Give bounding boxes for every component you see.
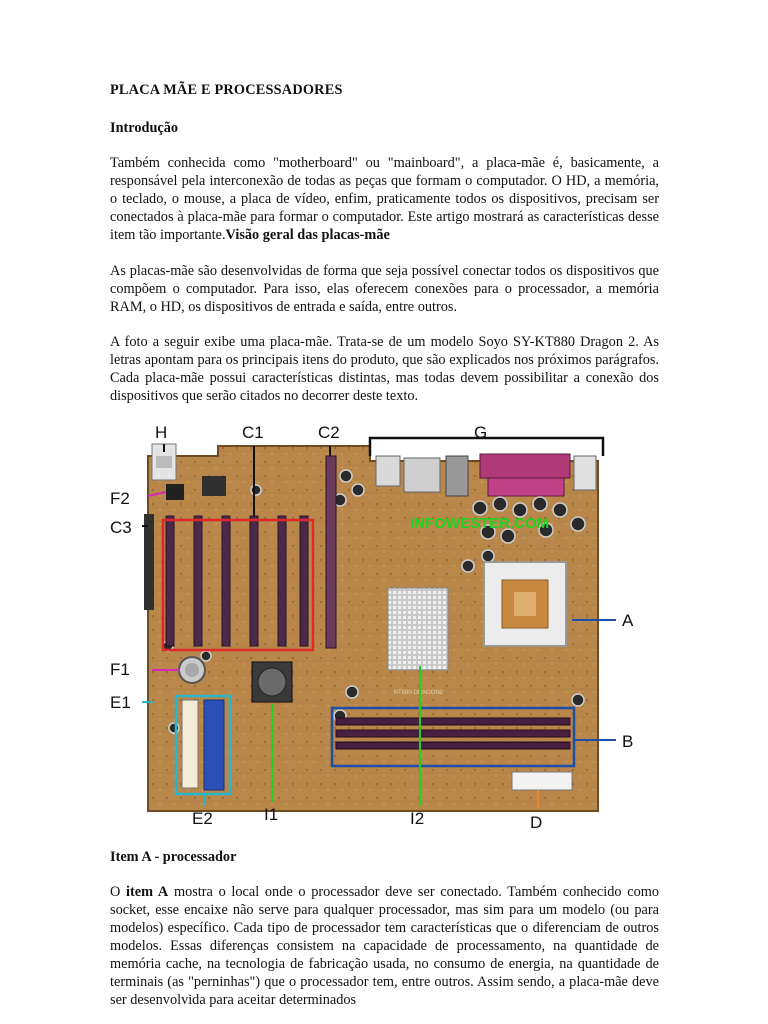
paragraph-overview: As placas-mãe são desenvolvidas de forma que seja possível conectar todos os dispositivos que compõem o computador. Para isso, elas oferecem conexões para o processador, a memória RAM, o HD, os dispositivos de entrada e saída, entre outros. bbox=[110, 263, 659, 315]
label-f2: F2 bbox=[110, 489, 130, 508]
motherboard-photo bbox=[144, 444, 598, 811]
label-h: H bbox=[155, 423, 168, 442]
paragraph-item-a-prefix: O bbox=[110, 884, 127, 900]
item-a-bold: item A bbox=[126, 884, 169, 900]
paragraph-intro-text: Também conhecida como "motherboard" ou "mainboard", a placa-mãe é, basicamente, a responsável pela interconexão de todas as peças que formam o computador. O HD, a memória, o teclado, o mouse, a placa de vídeo, enfim, praticamente todos os dispositivos, precisam ser conectados à placa-mãe para formar o computador. Este artigo mostrará as características desse item tão importante. bbox=[110, 155, 659, 243]
label-f1: F1 bbox=[110, 660, 130, 679]
paragraph-item-a-text: mostra o local onde o processador deve ser conectado. Também conhecido como socket, esse encaixe não serve para qualquer processador, mas sim para um modelo (ou para modelos) específico. Cada tipo de processador tem características que o diferenciam de outros modelos. Essas diferenças consistem na capacidade de processamento, na quantidade de memória cache, na tecnologia de fabricação usada, no consumo de energia, na quantidade de terminais (as "perninhas") que o processador tem, entre outros. Assim sendo, a placa-mãe deve ser desenvolvida para aceitar determinados bbox=[110, 884, 659, 1008]
label-i1: I1 bbox=[264, 805, 279, 824]
label-g: G bbox=[474, 423, 488, 442]
label-i2: I2 bbox=[410, 809, 425, 828]
paragraph-intro bbox=[110, 154, 659, 244]
paragraph-photo-intro: A foto a seguir exibe uma placa-mãe. Trata-se de um modelo Soyo SY-KT880 Dragon 2. As letras apontam para os principais itens do produto, que são explicados nos próximos parágrafos. Cada placa-mãe possui características distintas, mas todas devem possibilitar a conexão dos dispositivos que serão citados no decorrer deste texto. bbox=[110, 334, 659, 404]
label-c3: C3 bbox=[110, 518, 132, 537]
label-b: B bbox=[622, 732, 634, 751]
board-model-text: KT880 DRAGON2 bbox=[394, 690, 444, 696]
item-a-heading: Item A - processador bbox=[110, 849, 237, 865]
motherboard-figure bbox=[108, 416, 660, 840]
label-e1: E1 bbox=[110, 693, 131, 712]
label-c1: C1 bbox=[242, 423, 264, 442]
document-title: PLACA MÃE E PROCESSADORES bbox=[110, 82, 343, 98]
paragraph-item-a bbox=[110, 883, 659, 1009]
infowester-watermark: INFOWESTER.COM bbox=[410, 515, 550, 532]
overview-heading-inline: Visão geral das placas-mãe bbox=[225, 227, 390, 243]
label-e2: E2 bbox=[192, 809, 213, 828]
intro-heading: Introdução bbox=[110, 120, 179, 136]
label-d: D bbox=[530, 813, 543, 832]
label-c2: C2 bbox=[318, 423, 340, 442]
label-a: A bbox=[622, 611, 634, 630]
